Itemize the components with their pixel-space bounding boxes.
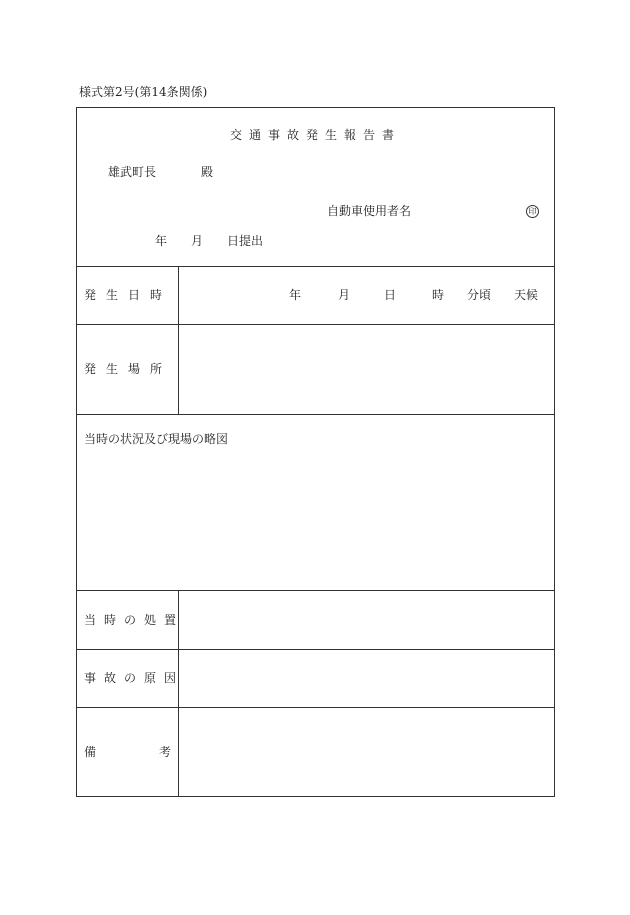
remarks-label-start: 備 <box>84 745 97 759</box>
occurrence-datetime-label: 発生日時 <box>84 288 173 302</box>
divider-cause <box>77 707 554 708</box>
form-title: 交通事故発生報告書 <box>229 128 401 142</box>
occurrence-month: 月 <box>338 288 351 302</box>
label-column-divider-top <box>178 266 179 414</box>
sketch-label: 当時の状況及び現場の略図 <box>84 432 229 446</box>
occurrence-year: 年 <box>289 288 302 302</box>
addressee: 雄武町長 <box>108 165 157 179</box>
occurrence-hour: 時 <box>432 288 445 302</box>
form-number: 様式第2号(第14条関係) <box>79 85 208 99</box>
applicant-label: 自動車使用者名 <box>327 204 412 218</box>
divider-sketch <box>77 590 554 591</box>
report-form <box>76 107 555 797</box>
seal-mark: 印 <box>526 205 539 218</box>
occurrence-minute: 分頃 <box>467 288 492 302</box>
location-label: 発生場所 <box>84 362 173 376</box>
divider-header <box>77 266 554 267</box>
remarks-label-end: 考 <box>159 745 172 759</box>
divider-response <box>77 649 554 650</box>
response-label: 当時の処置 <box>84 613 185 627</box>
submit-month: 月 <box>191 234 204 248</box>
occurrence-day: 日 <box>384 288 397 302</box>
honorific: 殿 <box>201 165 214 179</box>
divider-datetime <box>77 324 554 325</box>
divider-location <box>77 414 554 415</box>
cause-label: 事故の原因 <box>84 671 185 685</box>
submit-day: 日提出 <box>227 234 264 248</box>
weather-label: 天候 <box>514 288 539 302</box>
submit-year: 年 <box>155 234 168 248</box>
